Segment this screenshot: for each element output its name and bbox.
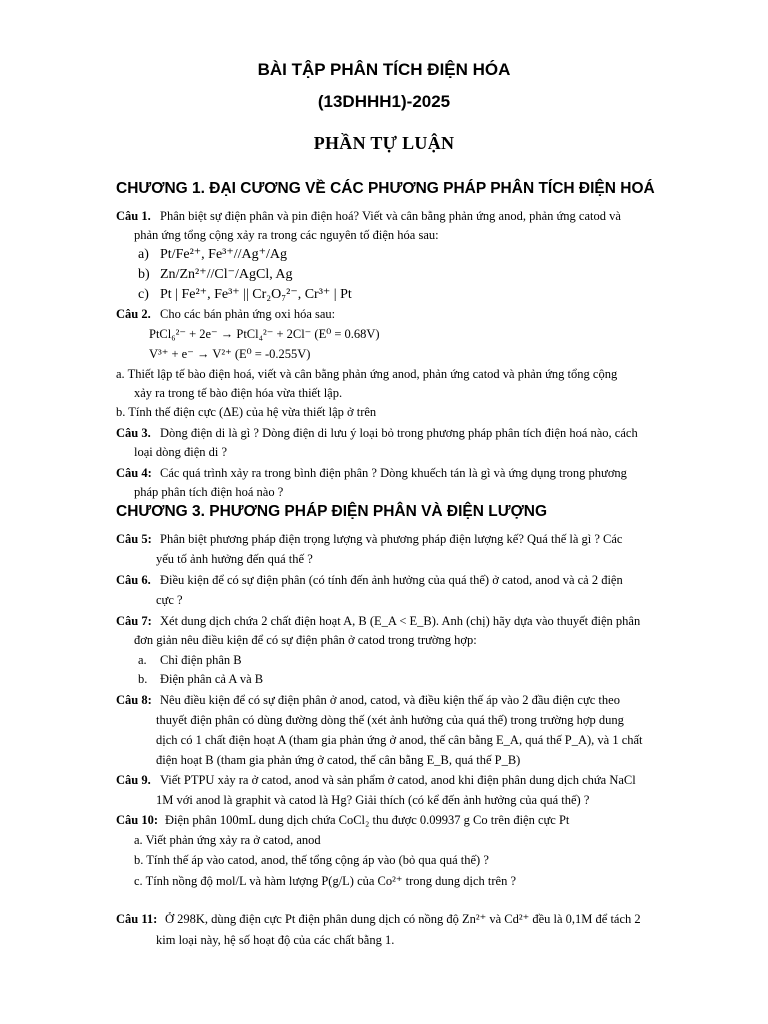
list-marker: b. [138,672,148,686]
document-title: BÀI TẬP PHÂN TÍCH ĐIỆN HÓA [257,60,511,79]
sub-question: a. Viết phản ứng xảy ra ở catod, anod [134,833,321,847]
document-subtitle: (13DHHH1)-2025 [317,92,451,111]
question-text: điện hoạt B (tham gia phản ứng ở catod, thế cân bằng E_B, quá thế P_B) [156,753,521,767]
list-item: Chỉ điện phân B [160,653,242,667]
section-title: PHẦN TỰ LUẬN [313,133,455,153]
question-label: Câu 8: [116,693,152,707]
question-text: thuyết điện phân có dùng đường dòng thế (xét ảnh hưởng của quá thế) trong trường hợp dung [156,713,624,727]
sub-question: b. Tính thế điện cực (ΔE) của hệ vừa thiết lập ở trên [116,405,377,419]
question-text: Viết PTPU xảy ra ở catod, anod và sản phẩm ở catod, anod khi điện phân dung dịch chứa NaCl [160,773,636,787]
equation: V³⁺ + e⁻ → V²⁺ (E⁰ = -0.255V) [149,347,311,361]
question-label: Câu 9. [116,773,151,787]
question-label: Câu 7: [116,614,152,628]
question-text: dịch có 1 chất điện hoạt A (tham gia phản ứng ở anod, thế cân bằng E_A, quá thế P_A), và 1 chất [156,733,643,747]
question-text: Phân biệt phương pháp điện trọng lượng và phương pháp điện lượng kế? Quá thế là gì ? Các [160,532,623,546]
question-text: Điều kiện để có sự điện phân (có tính đến ảnh hưởng của quá thế) ở catod, anod và cả 2 điện [160,573,623,587]
list-marker: b) [138,267,150,282]
question-label: Câu 5: [116,532,152,546]
question-text: Ở 298K, dùng điện cực Pt điện phân dung dịch có nồng độ Zn²⁺ và Cd²⁺ đều là 0,1M để tách 2 [165,912,641,926]
question-text: Cho các bán phản ứng oxi hóa sau: [160,307,336,321]
list-marker: a) [138,247,149,262]
list-marker: c) [138,287,149,302]
list-marker: a. [138,653,147,667]
sub-question: a. Thiết lập tế bào điện hoá, viết và cân bằng phản ứng anod, phản ứng catod và phản ứng tổng cộng [116,367,618,381]
question-text: Dòng điện di là gì ? Dòng điện di lưu ý loại bỏ trong phương pháp phân tích điện hoá nào, cách [160,426,638,440]
list-item: Pt/Fe²⁺, Fe³⁺//Ag⁺/Ag [160,247,288,262]
sub-question: xảy ra trong tế bào điện hóa vừa thiết lập. [134,386,343,400]
equation: PtCl₆²⁻ + 2e⁻ → PtCl₄²⁻ + 2Cl⁻ (E⁰ = 0.68V) [149,327,380,341]
question-text: kim loại này, hệ số hoạt độ của các chất bằng 1. [156,933,395,947]
question-text: cực ? [156,593,183,607]
question-text: loại dòng điện di ? [134,445,228,459]
question-text: yếu tố ảnh hưởng đến quá thế ? [156,552,313,566]
question-label: Câu 2. [116,307,151,321]
question-label: Câu 11: [116,912,158,926]
list-item: Zn/Zn²⁺//Cl⁻/AgCl, Ag [160,267,293,282]
question-text: pháp phân tích điện hoá nào ? [134,485,284,499]
chapter-1-heading: CHƯƠNG 1. ĐẠI CƯƠNG VỀ CÁC PHƯƠNG PHÁP PHÂN TÍCH ĐIỆN HOÁ [116,180,655,197]
question-text: Điện phân 100mL dung dịch chứa CoCl₂ thu được 0.09937 g Co trên điện cực Pt [165,813,570,827]
question-label: Câu 10: [116,813,159,827]
question-text: phản ứng tổng cộng xảy ra trong các nguyên tố điện hóa sau: [134,228,439,242]
question-text: Các quá trình xảy ra trong bình điện phân ? Dòng khuếch tán là gì và ứng dụng trong phương [160,466,627,480]
question-text: 1M với anod là graphit và catod là Hg? Giải thích (có kể đến ảnh hưởng của quá thế) ? [156,793,590,807]
question-label: Câu 3. [116,426,151,440]
question-text: đơn giản nêu điều kiện để có sự điện phân ở catod trong trường hợp: [134,633,477,647]
question-text: Phân biệt sự điện phân và pin điện hoá? Viết và cân bằng phản ứng anod, phản ứng catod và [160,209,621,223]
question-label: Câu 6. [116,573,151,587]
question-label: Câu 1. [116,209,151,223]
question-text: Nêu điều kiện để có sự điện phân ở anod, catod, và điều kiện thế áp vào 2 đầu điện cực theo [160,693,620,707]
chapter-3-heading: CHƯƠNG 3. PHƯƠNG PHÁP ĐIỆN PHÂN VÀ ĐIỆN LƯỢNG [116,503,548,520]
sub-question: b. Tính thế áp vào catod, anod, thế tổng cộng áp vào (bỏ qua quá thế) ? [134,853,489,867]
sub-question: c. Tính nồng độ mol/L và hàm lượng P(g/L) của Co²⁺ trong dung dịch trên ? [134,874,517,888]
question-text: Xét dung dịch chứa 2 chất điện hoạt A, B (E_A < E_B). Anh (chị) hãy dựa vào thuyết điện phân [160,614,641,628]
question-label: Câu 4: [116,466,152,480]
list-item: Điện phân cả A và B [160,672,264,686]
list-item: Pt | Fe²⁺, Fe³⁺ || Cr₂O₇²⁻, Cr³⁺ | Pt [160,287,352,302]
